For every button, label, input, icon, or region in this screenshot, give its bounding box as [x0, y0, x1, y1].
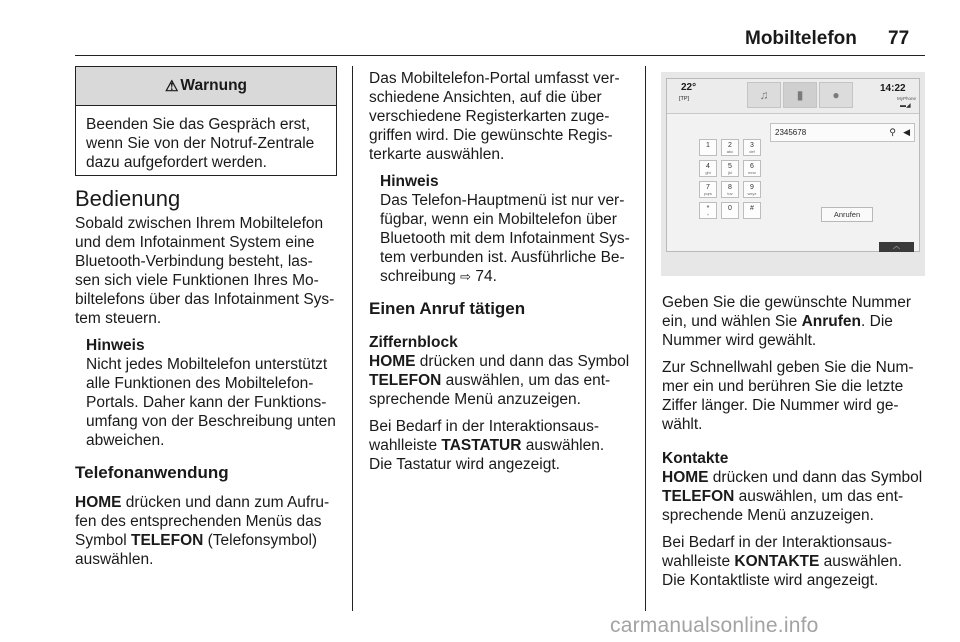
paragraph-kontakte: [662, 468, 932, 525]
text-line: Das Telefon-Hauptmenü ist nur ver-: [380, 192, 625, 209]
music-note-icon[interactable]: ♫: [747, 82, 781, 108]
text-line: wählt.: [662, 416, 703, 433]
paragraph-ziffernblock: [369, 352, 639, 409]
key-letters: abc: [726, 149, 734, 154]
text-line: Die Tastatur wird angezeigt.: [369, 456, 560, 473]
key-letters: ghi: [705, 170, 711, 175]
key-digit: #: [750, 205, 754, 212]
text-line: wahlleiste KONTAKTE auswählen.: [662, 553, 903, 570]
paragraph-nummer: [662, 293, 932, 350]
column-3: [662, 293, 932, 598]
key-digit: *: [706, 205, 710, 212]
text-line: umfang von der Beschreibung unten: [86, 413, 336, 430]
text-line: Bluetooth mit dem Infotainment Sys-: [380, 230, 630, 247]
keypad-key[interactable]: [721, 160, 739, 177]
text-line: Bei Bedarf in der Interaktionsaus-: [369, 418, 600, 435]
text-line: HOME drücken und dann zum Aufru-: [75, 494, 330, 511]
tp-indicator: [TP]: [679, 96, 690, 102]
key-digit: 3: [750, 142, 754, 149]
text-line: sen sich viele Funktionen Ihres Mo-: [75, 272, 319, 289]
backspace-icon[interactable]: ◀: [903, 127, 910, 137]
key-letters: tuv: [727, 191, 733, 196]
key-digit: 7: [706, 184, 710, 191]
text-line: wahlleiste TASTATUR auswählen.: [369, 437, 605, 454]
keypad-key[interactable]: [699, 181, 717, 198]
keypad-key[interactable]: [721, 139, 739, 156]
watermark: carmanualsonline.info: [610, 614, 819, 637]
keypad-key[interactable]: [699, 202, 717, 219]
text-line: TELEFON auswählen, um das ent-: [662, 488, 904, 505]
phone-icon[interactable]: ▮: [783, 82, 817, 108]
text-line: Bluetooth-Verbindung besteht, las-: [75, 253, 313, 270]
keypad-key[interactable]: [743, 202, 761, 219]
key-letters: wxyz: [747, 191, 757, 196]
number-field[interactable]: [770, 123, 915, 142]
chevron-up-icon[interactable]: ︿: [879, 242, 914, 252]
note-heading: Hinweis: [86, 337, 145, 354]
text-line: TELEFON auswählen, um das ent-: [369, 372, 611, 389]
text-line: Sobald zwischen Ihrem Mobiltelefon: [75, 215, 324, 232]
subheading-ziffernblock: Ziffernblock: [369, 334, 458, 351]
column-divider-2: [645, 66, 646, 611]
text-line: sprechende Menü anzuzeigen.: [662, 507, 874, 524]
subheading-kontakte: Kontakte: [662, 450, 729, 467]
intro-paragraph: [75, 214, 345, 328]
text-line: Ziffer länger. Die Nummer wird ge-: [662, 397, 899, 414]
key-digit: 6: [750, 163, 754, 170]
text-line: tem verbunden ist. Ausführliche Be-: [380, 249, 625, 266]
key-digit: 0: [728, 205, 732, 212]
text-line: schiedene Ansichten, auf die über: [369, 89, 602, 106]
keypad-key[interactable]: [743, 181, 761, 198]
text-line: verschiedene Registerkarten zuge-: [369, 108, 610, 125]
text-line: HOME drücken und dann das Symbol: [662, 469, 923, 486]
note-block: [75, 336, 345, 450]
call-button[interactable]: Anrufen: [821, 207, 873, 222]
text-line: griffen wird. Die gewünschte Regis-: [369, 127, 613, 144]
paragraph-tastatur: [369, 417, 639, 474]
key-letters: jkl: [728, 170, 732, 175]
warning-title: Warnung: [180, 77, 248, 94]
header-rule: [75, 55, 925, 56]
text-line: HOME drücken und dann das Symbol: [369, 353, 630, 370]
info-icon[interactable]: ●: [819, 82, 853, 108]
keypad-key[interactable]: [743, 139, 761, 156]
person-icon[interactable]: ⚲: [889, 127, 896, 137]
column-1: [75, 186, 345, 577]
keypad-key[interactable]: [743, 160, 761, 177]
key-letters: pqrs: [704, 191, 712, 196]
page-number: 77: [888, 28, 910, 49]
text-line: tem steuern.: [75, 310, 162, 327]
text-line: mer ein und berühren Sie die letzte: [662, 378, 904, 395]
note-heading: Hinweis: [380, 173, 439, 190]
text-line: und dem Infotainment System eine: [75, 234, 315, 251]
text-line: sprechende Menü anzuzeigen.: [369, 391, 581, 408]
text-line: Geben Sie die gewünschte Nummer: [662, 294, 911, 311]
column-divider-1: [352, 66, 353, 611]
paragraph-schnellwahl: [662, 358, 932, 434]
keypad-key[interactable]: [699, 139, 717, 156]
text-line: alle Funktionen des Mobiltelefon-: [86, 375, 314, 392]
signal-icon: ▬◢: [900, 103, 911, 109]
clock-readout: 14:22: [880, 83, 906, 94]
text-line: Zur Schnellwahl geben Sie die Num-: [662, 359, 914, 376]
text-line: Symbol TELEFON (Telefonsymbol): [75, 532, 318, 549]
key-letters: +: [706, 212, 710, 217]
key-letters: mno: [748, 170, 756, 175]
text-line: Portals. Daher kann der Funktions-: [86, 394, 327, 411]
text-line: biltelefons über das Infotainment Sys-: [75, 291, 335, 308]
screen-top-bar: [667, 79, 919, 114]
text-line: schreibung ⇨ 74.: [380, 268, 497, 285]
text-line: auswählen.: [75, 551, 154, 568]
keypad-key[interactable]: [699, 160, 717, 177]
key-digit: 9: [750, 184, 754, 191]
text-line: Nicht jedes Mobiltelefon unterstützt: [86, 356, 328, 373]
warning-box: [75, 66, 337, 176]
key-letters: def: [749, 149, 755, 154]
text-line: Das Mobiltelefon-Portal umfasst ver-: [369, 70, 620, 87]
page-header-title: Mobiltelefon: [745, 28, 857, 49]
page-ref-link[interactable]: 74.: [475, 268, 497, 285]
paragraph-telefonanwendung: [75, 493, 345, 569]
key-digit: 8: [728, 184, 732, 191]
text-line: fügbar, wenn ein Mobiltelefon über: [380, 211, 617, 228]
warning-text: Beenden Sie das Gespräch erst, wenn Sie von der Notruf-Zentrale dazu aufgefordert werden.: [86, 116, 315, 171]
page-ref-arrow-icon: ⇨: [460, 269, 472, 284]
text-line: Nummer wird gewählt.: [662, 332, 817, 349]
keypad-key[interactable]: [721, 202, 739, 219]
key-digit: 1: [706, 142, 710, 149]
subheading-telefonanwendung: Telefonanwendung: [75, 463, 229, 482]
key-digit: 5: [728, 163, 732, 170]
text-line: abweichen.: [86, 432, 165, 449]
keypad-key[interactable]: [721, 181, 739, 198]
warning-triangle-icon: ⚠: [164, 78, 179, 95]
temperature-readout: 22°: [681, 82, 697, 93]
key-digit: 4: [706, 163, 710, 170]
text-line: ein, und wählen Sie Anrufen. Die: [662, 313, 893, 330]
text-line: fen des entsprechenden Menüs das: [75, 513, 322, 530]
note-block: [369, 172, 639, 286]
intro-paragraph: [369, 69, 639, 164]
key-digit: 2: [728, 142, 732, 149]
text-line: Die Kontaktliste wird angezeigt.: [662, 572, 879, 589]
section-heading-bedienung: Bedienung: [75, 186, 181, 211]
text-line: terkarte auswählen.: [369, 146, 505, 163]
text-line: Bei Bedarf in der Interaktionsaus-: [662, 534, 893, 551]
heading-anruf-taetigen: Einen Anruf tätigen: [369, 299, 526, 318]
infotainment-screenshot: [661, 72, 925, 276]
warning-header: [76, 67, 336, 106]
column-2: [369, 69, 639, 482]
phone-name: MyPhone: [897, 96, 917, 101]
paragraph-kontaktliste: [662, 533, 932, 590]
number-value: 2345678: [775, 128, 807, 137]
phone-keypad-screen: [666, 78, 920, 252]
